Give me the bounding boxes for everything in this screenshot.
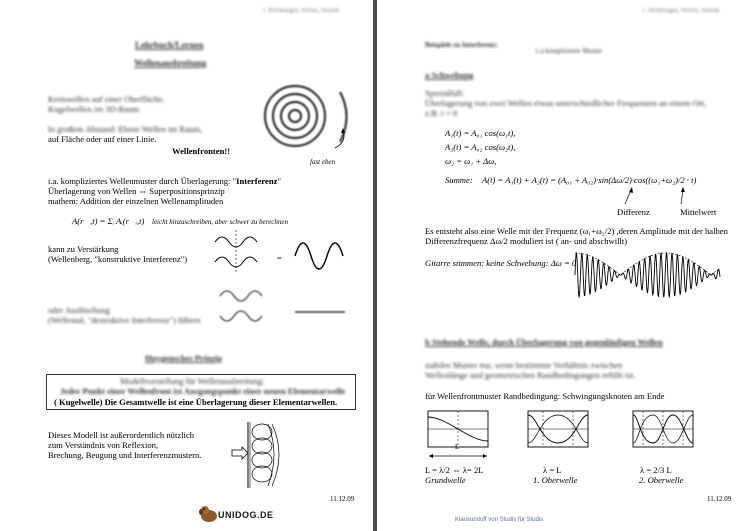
left-header: 1. Hörübungen, Wellen, Akustik bbox=[262, 8, 340, 14]
fast-eben-label: fast eben bbox=[310, 158, 336, 166]
ebene-wellen-line: In großem Abstand: Ebene Wellen im Raum, bbox=[48, 124, 203, 134]
interferenz-line-2: Überlagerung von Wellen ⇔ Superpositionsprinzip bbox=[48, 186, 225, 196]
huygens-box-line-3: ( Kugelwelle) Die Gesamtwelle ist eine Überlagerung dieser Elementarwellen. bbox=[54, 397, 338, 407]
standing-wave-mode-2 bbox=[527, 410, 589, 452]
right-page bbox=[377, 0, 750, 531]
interferenz-line-3: mathem: Addition der einzelnen Wellenamplituden bbox=[48, 196, 224, 206]
kreiswellen-line-1: Kreiswellen auf einer Oberfläche, bbox=[48, 94, 165, 104]
interferenz-line-1: i.a. kompliziertes Wellenmuster durch Überlagerung: "Interferenz" bbox=[48, 176, 281, 186]
wellenfronten-label: Wellenfronten!! bbox=[172, 146, 231, 156]
flaeche-line: auf Fläche oder auf einer Linie. bbox=[48, 134, 157, 144]
mode-2-name: 1. Oberwelle bbox=[533, 475, 578, 485]
right-header-center: 1.a komplizierte Muster bbox=[535, 47, 603, 55]
right-header-left: Beispiele zu Interferenz: bbox=[425, 41, 498, 49]
length-arrow bbox=[427, 452, 489, 460]
zb-line: z.B. r = 0 bbox=[425, 108, 458, 118]
mode-2-equation: λ = L bbox=[543, 465, 562, 475]
spezialfall-label: Spezialfall: bbox=[425, 88, 465, 98]
section-schwebung: a Schwebung bbox=[425, 70, 474, 80]
left-page-title: Lehrbuch/Lernen bbox=[135, 40, 204, 50]
dog-logo-icon bbox=[198, 503, 220, 523]
equation-a1: A₁(t) = A₀₁ cos(ω₁t), bbox=[445, 128, 516, 138]
huygens-title: Huygensches Prinzip bbox=[145, 353, 223, 363]
mittelwert-label: Mittelwert bbox=[680, 207, 717, 217]
differenz-label: Differenz bbox=[617, 207, 650, 217]
beat-wave-diagram bbox=[575, 245, 725, 305]
standing-wave-mode-3 bbox=[632, 410, 694, 452]
kreiswellen-line-2: Kugelwellen im 3D-Raum bbox=[48, 104, 140, 114]
es-entsteht-line-2: Differenzfrequenz Δω/2 moduliert ist ( an- und abschwillt) bbox=[425, 236, 628, 246]
destructive-waves-diagram bbox=[215, 282, 355, 332]
constructive-waves-diagram bbox=[210, 230, 360, 280]
mode-3-equation: λ = 2/3 L bbox=[640, 465, 672, 475]
modell-line-1: Dieses Modell ist außerordentlich nützlich bbox=[48, 430, 195, 440]
formula-note: leicht hinzuschreiben, aber schwer zu berechnen bbox=[152, 218, 288, 226]
modell-line-2: zum Verständnis von Reflexion, bbox=[48, 440, 159, 450]
gitarre-line: Gitarre stimmen: keine Schwebung: Δω = 0 bbox=[425, 258, 577, 268]
superposition-formula: A(r⃗,t) = Σᵢ Aᵢ(r⃗ᵢ,t) bbox=[72, 216, 145, 226]
left-page bbox=[0, 0, 373, 531]
huygens-box-line-2: Jeder Punkt einer Wellenfront ist Ausgangspunkt einer neuen Elementarwelle bbox=[60, 386, 346, 396]
ueberlagerung-line: Überlagerung von zwei Wellen etwas unterschiedlicher Frequenzen an einem Ort, bbox=[425, 98, 707, 108]
stehend-line-3: für Wellenfrontmuster Randbedingung: Schwingungsknoten am Ende bbox=[425, 391, 665, 401]
ausloeschung-line-1: oder Auslöschung bbox=[48, 305, 110, 315]
summe-equation: A(t) = A₁(t) + A₂(t) = (A₀₁ + A₀₂)·sin(Δω/2)·cos((ω₁+ω₂)/2 · t) bbox=[482, 175, 697, 185]
es-entsteht-line-1: Es entsteht also eine Welle mit der Frequenz (ω₁+ω₂/2) ,deren Amplitude mit der halben bbox=[425, 226, 728, 236]
ausloeschung-line-2: (Wellental, "destruktive Interferenz") führen bbox=[48, 315, 201, 325]
huygens-box-line-1: Modellvorstellung für Wellenausbreitung: bbox=[120, 376, 265, 386]
stehend-line-1: stabiles Muster nur, wenn bestimmte Verhältnis zwischen bbox=[425, 360, 623, 370]
mode-1-name: Grundwelle bbox=[425, 475, 466, 485]
unidog-logo[interactable]: UNIDOG.DE bbox=[218, 510, 274, 520]
concentric-wave-icon bbox=[255, 82, 355, 162]
left-date: 11.12.09 bbox=[330, 495, 355, 503]
mode-1-equation: L = λ/2 ⇔ λ= 2L bbox=[425, 465, 484, 475]
annotation-arrows bbox=[607, 186, 717, 208]
section-stehende-welle: b Stehende Welle, durch Überlagerung von gegenläufigen Wellen bbox=[425, 337, 663, 347]
verstaerkung-line-2: (Wellenberg, "konstruktive Interferenz") bbox=[48, 254, 188, 264]
stehend-line-2: Wellenlänge und geometrischen Randbedingungen erfüllt ist. bbox=[425, 370, 636, 380]
equation-a2: A₂(t) = A₀₂ cos(ω₂t), bbox=[445, 142, 516, 152]
verstaerkung-line-1: kann zu Verstärkung bbox=[48, 244, 119, 254]
modell-line-3: Brechung, Beugung und Interferenzmustern. bbox=[48, 450, 202, 460]
equation-omega: ω₂ = ω₁ + Δω, bbox=[445, 156, 497, 166]
summe-label: Summe: bbox=[445, 175, 473, 185]
equals-sign: = bbox=[277, 253, 282, 263]
huygens-wavelets-diagram bbox=[228, 420, 298, 490]
mode-3-name: 2. Oberwelle bbox=[639, 475, 684, 485]
length-label: L bbox=[455, 443, 460, 451]
right-header: 1. Hörübungen, Wellen, Akustik bbox=[642, 8, 720, 14]
left-section-heading: Wellenausbreitung bbox=[134, 58, 207, 68]
right-date: 11.12.09 bbox=[707, 495, 732, 503]
footer-text: Klausurstoff von Studis für Studis bbox=[455, 517, 544, 523]
